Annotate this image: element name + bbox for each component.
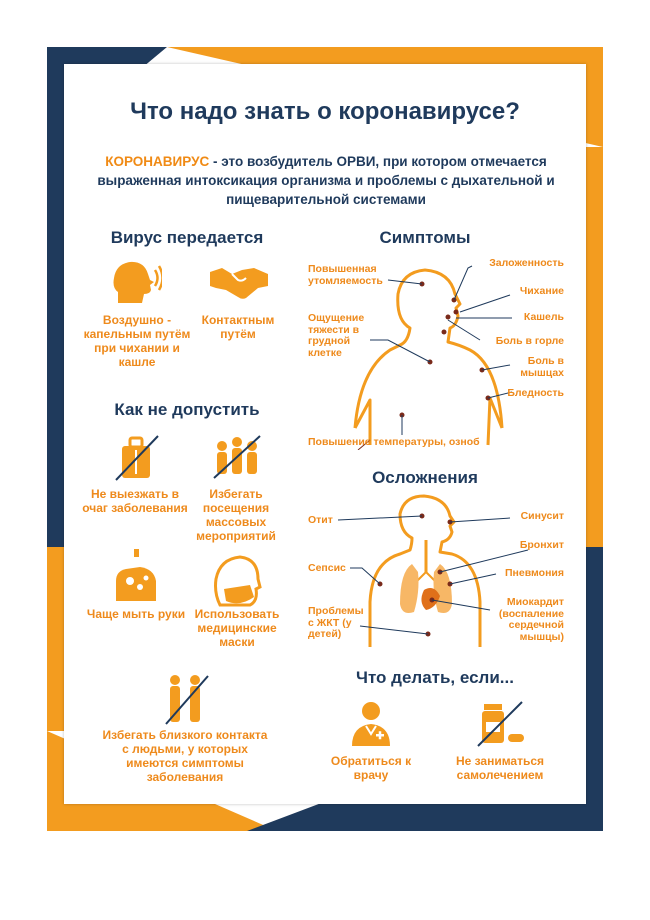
intro-body: - это возбудитель ОРВИ, при котором отмечается выраженная интоксикация организма и проблемы с дыхательной и пищеварительной системами <box>97 154 555 207</box>
face-mask-icon <box>210 553 264 611</box>
symptom-sneezing-label: Чихание <box>519 285 564 297</box>
page-title: Что надо знать о коронавирусе? <box>130 98 520 125</box>
prevention-no-crowds-label: Избегать посещения массовых мероприятий <box>196 487 276 543</box>
what-to-do-doctor-label: Обратиться к врачу <box>330 754 412 782</box>
complication-bronchitis-label: Бронхит <box>519 539 564 551</box>
symptom-fatigue-label: Повышенная утомляемость <box>308 263 383 287</box>
complication-sinusitis-label: Синусит <box>520 510 564 522</box>
symptom-cough-label: Кашель <box>523 311 564 323</box>
symptom-throat-label: Боль в горле <box>495 335 564 347</box>
prevention-close-contact-label: Избегать близкого контакта с людьми, у которых имеются симптомы заболевания <box>102 728 268 784</box>
crossed-close-contact-icon <box>162 672 212 726</box>
what-to-do-no-self-treatment-label: Не заниматься самолечением <box>455 754 545 782</box>
prevention-no-travel-label: Не выезжать в очаг заболевания <box>82 487 188 515</box>
complications-heading: Осложнения <box>372 468 478 487</box>
what-to-do-heading: Что делать, если... <box>356 668 514 687</box>
complication-otitis-label: Отит <box>308 514 333 526</box>
prevention-masks-label: Использовать медицинские маски <box>194 607 280 649</box>
hand-washing-icon <box>110 547 162 603</box>
intro-text <box>84 152 568 209</box>
prevention-heading: Как не допустить <box>114 400 260 419</box>
crossed-suitcase-icon <box>112 432 162 482</box>
transmission-heading: Вирус передается <box>110 228 264 247</box>
complication-sepsis-label: Сепсис <box>308 562 346 574</box>
complication-pneumonia-label: Пневмония <box>504 567 564 579</box>
intro-highlight: КОРОНАВИРУС <box>105 154 210 169</box>
transmission-contact-label: Контактным путём <box>201 313 275 341</box>
symptom-pallor-label: Бледность <box>507 387 564 399</box>
crossed-crowd-icon <box>210 432 264 482</box>
speaking-head-icon <box>110 258 162 308</box>
symptom-chest-label: Ощущение тяжести в грудной клетке <box>308 312 365 359</box>
complication-gi-label: Проблемы с ЖКТ (у детей) <box>308 605 364 640</box>
doctor-icon <box>348 698 394 748</box>
symptom-muscle-label: Боль в мышцах <box>520 355 564 379</box>
symptom-fever-label: Повышение температуры, озноб <box>308 436 480 448</box>
prevention-wash-hands-label: Чаще мыть руки <box>86 607 186 621</box>
symptoms-heading: Симптомы <box>379 228 471 247</box>
transmission-airborne-label: Воздушно - капельным путём при чихании и кашле <box>83 313 191 369</box>
symptom-congestion-label: Заложенность <box>489 257 564 269</box>
handshake-icon <box>208 262 270 302</box>
crossed-pills-icon <box>474 698 528 748</box>
complication-myocarditis-label: Миокардит (воспаление сердечной мышцы) <box>498 596 564 643</box>
